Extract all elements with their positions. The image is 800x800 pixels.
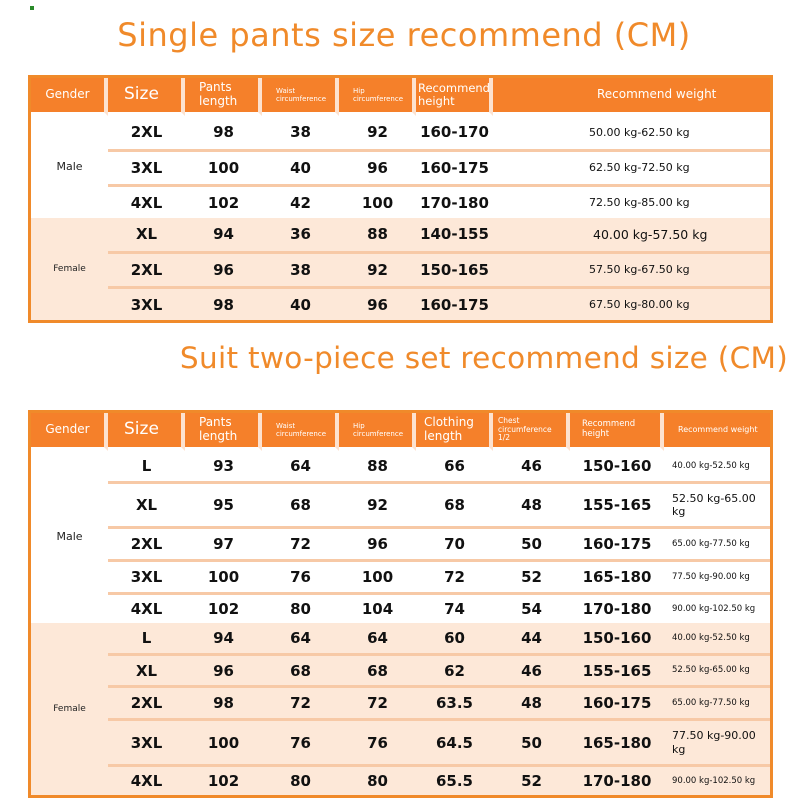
pants-cell: 95: [185, 484, 262, 530]
height-cell: 155-165: [570, 484, 664, 530]
size-cell: 2XL: [108, 254, 185, 290]
waist-cell: 64: [262, 623, 339, 656]
table-row: [31, 116, 770, 152]
pants-cell: 98: [185, 289, 262, 320]
pants-cell: 98: [185, 116, 262, 152]
header-recommend-weight: Recommend weight: [493, 78, 770, 116]
chest-cell: 52: [493, 767, 570, 795]
clothing-cell: 66: [416, 451, 493, 484]
chest-cell: 54: [493, 595, 570, 623]
height-cell: 165-180: [570, 721, 664, 767]
size-cell: XL: [108, 484, 185, 530]
height-cell: 160-175: [570, 688, 664, 721]
hip-cell: 64: [339, 623, 416, 656]
table-header-row: [31, 78, 770, 116]
hip-cell: 80: [339, 767, 416, 795]
waist-cell: 36: [262, 218, 339, 254]
header-waist: Waist circumference: [262, 413, 339, 451]
table-row: [31, 451, 770, 484]
header-recommend-weight: Recommend weight: [664, 413, 770, 451]
hip-cell: 104: [339, 595, 416, 623]
table-row: [31, 656, 770, 689]
clothing-cell: 64.5: [416, 721, 493, 767]
hip-cell: 72: [339, 688, 416, 721]
table-row: [31, 484, 770, 530]
weight-cell: 72.50 kg-85.00 kg: [493, 187, 770, 218]
size-cell: XL: [108, 656, 185, 689]
single-pants-title: Single pants size recommend (CM): [117, 16, 691, 54]
clothing-cell: 68: [416, 484, 493, 530]
height-cell: 140-155: [416, 218, 493, 254]
height-cell: 150-165: [416, 254, 493, 290]
pants-cell: 102: [185, 595, 262, 623]
table-row: [31, 767, 770, 795]
weight-cell: 90.00 kg-102.50 kg: [664, 767, 770, 795]
gender-cell: Female: [31, 623, 108, 795]
gender-cell: Female: [31, 218, 108, 320]
waist-cell: 68: [262, 484, 339, 530]
height-cell: 160-175: [416, 152, 493, 188]
table-row: [31, 289, 770, 320]
height-cell: 150-160: [570, 451, 664, 484]
height-cell: 160-175: [416, 289, 493, 320]
table-row: [31, 721, 770, 767]
waist-cell: 76: [262, 562, 339, 595]
waist-cell: 38: [262, 116, 339, 152]
height-cell: 170-180: [416, 187, 493, 218]
chest-cell: 52: [493, 562, 570, 595]
weight-cell: 52.50 kg-65.00 kg: [664, 484, 770, 530]
waist-cell: 72: [262, 688, 339, 721]
hip-cell: 88: [339, 451, 416, 484]
weight-cell: 50.00 kg-62.50 kg: [493, 116, 770, 152]
chest-cell: 46: [493, 451, 570, 484]
waist-cell: 76: [262, 721, 339, 767]
header-size: Size: [108, 78, 185, 116]
waist-cell: 80: [262, 595, 339, 623]
hip-cell: 96: [339, 152, 416, 188]
pants-cell: 100: [185, 152, 262, 188]
gender-cell: Male: [31, 451, 108, 623]
table-row: [31, 595, 770, 623]
height-cell: 160-175: [570, 529, 664, 562]
header-waist: Waist circumference: [262, 78, 339, 116]
size-cell: 2XL: [108, 688, 185, 721]
header-hip: Hip circumference: [339, 413, 416, 451]
weight-cell: 62.50 kg-72.50 kg: [493, 152, 770, 188]
height-cell: 165-180: [570, 562, 664, 595]
hip-cell: 92: [339, 116, 416, 152]
suit-set-size-table: [28, 410, 773, 798]
weight-cell: 40.00 kg-52.50 kg: [664, 623, 770, 656]
size-cell: 3XL: [108, 562, 185, 595]
hip-cell: 92: [339, 484, 416, 530]
waist-cell: 38: [262, 254, 339, 290]
clothing-cell: 72: [416, 562, 493, 595]
clothing-cell: 63.5: [416, 688, 493, 721]
header-gender: Gender: [31, 413, 108, 451]
pants-cell: 100: [185, 721, 262, 767]
pants-cell: 96: [185, 656, 262, 689]
pants-cell: 93: [185, 451, 262, 484]
chest-cell: 50: [493, 721, 570, 767]
header-hip: Hip circumference: [339, 78, 416, 116]
header-gender: Gender: [31, 78, 108, 116]
height-cell: 160-170: [416, 116, 493, 152]
chest-cell: 44: [493, 623, 570, 656]
header-recommend-height: Recommend height: [416, 78, 493, 116]
waist-cell: 42: [262, 187, 339, 218]
size-cell: 2XL: [108, 116, 185, 152]
waist-cell: 40: [262, 289, 339, 320]
size-cell: 3XL: [108, 289, 185, 320]
header-chest: Chest circumference 1/2: [493, 413, 570, 451]
height-cell: 170-180: [570, 595, 664, 623]
pants-cell: 102: [185, 767, 262, 795]
header-pants-length: Pants length: [185, 78, 262, 116]
clothing-cell: 70: [416, 529, 493, 562]
hip-cell: 96: [339, 529, 416, 562]
pants-cell: 94: [185, 623, 262, 656]
clothing-cell: 74: [416, 595, 493, 623]
pants-cell: 98: [185, 688, 262, 721]
chest-cell: 50: [493, 529, 570, 562]
header-pants-length: Pants length: [185, 413, 262, 451]
gender-cell: Male: [31, 116, 108, 218]
clothing-cell: 62: [416, 656, 493, 689]
hip-cell: 92: [339, 254, 416, 290]
pants-cell: 102: [185, 187, 262, 218]
weight-cell: 67.50 kg-80.00 kg: [493, 289, 770, 320]
pants-cell: 100: [185, 562, 262, 595]
weight-cell: 52.50 kg-65.00 kg: [664, 656, 770, 689]
corner-mark: [30, 6, 34, 10]
height-cell: 155-165: [570, 656, 664, 689]
waist-cell: 40: [262, 152, 339, 188]
pants-cell: 96: [185, 254, 262, 290]
weight-cell: 65.00 kg-77.50 kg: [664, 529, 770, 562]
table-row: [31, 623, 770, 656]
weight-cell: 40.00 kg-52.50 kg: [664, 451, 770, 484]
hip-cell: 68: [339, 656, 416, 689]
weight-cell: 77.50 kg-90.00 kg: [664, 562, 770, 595]
size-cell: 2XL: [108, 529, 185, 562]
hip-cell: 100: [339, 187, 416, 218]
single-pants-size-table: [28, 75, 773, 323]
table-header-row: [31, 413, 770, 451]
hip-cell: 88: [339, 218, 416, 254]
waist-cell: 72: [262, 529, 339, 562]
hip-cell: 96: [339, 289, 416, 320]
waist-cell: 68: [262, 656, 339, 689]
table-row: [31, 152, 770, 188]
pants-cell: 94: [185, 218, 262, 254]
height-cell: 150-160: [570, 623, 664, 656]
size-cell: 4XL: [108, 187, 185, 218]
waist-cell: 80: [262, 767, 339, 795]
header-size: Size: [108, 413, 185, 451]
hip-cell: 100: [339, 562, 416, 595]
waist-cell: 64: [262, 451, 339, 484]
chest-cell: 48: [493, 688, 570, 721]
size-cell: L: [108, 451, 185, 484]
weight-cell: 77.50 kg-90.00 kg: [664, 721, 770, 767]
size-cell: 3XL: [108, 152, 185, 188]
clothing-cell: 60: [416, 623, 493, 656]
weight-cell: 90.00 kg-102.50 kg: [664, 595, 770, 623]
weight-cell: 57.50 kg-67.50 kg: [493, 254, 770, 290]
suit-set-title: Suit two-piece set recommend size (CM): [179, 341, 789, 375]
table-row: [31, 218, 770, 254]
weight-cell: 40.00 kg-57.50 kg: [493, 218, 770, 254]
size-cell: 4XL: [108, 767, 185, 795]
chest-cell: 46: [493, 656, 570, 689]
size-cell: XL: [108, 218, 185, 254]
clothing-cell: 65.5: [416, 767, 493, 795]
hip-cell: 76: [339, 721, 416, 767]
header-clothing-length: Clothing length: [416, 413, 493, 451]
table-row: [31, 562, 770, 595]
header-recommend-height: Recommend height: [570, 413, 664, 451]
weight-cell: 65.00 kg-77.50 kg: [664, 688, 770, 721]
size-cell: 3XL: [108, 721, 185, 767]
size-cell: 4XL: [108, 595, 185, 623]
height-cell: 170-180: [570, 767, 664, 795]
chest-cell: 48: [493, 484, 570, 530]
table-row: [31, 688, 770, 721]
table-row: [31, 529, 770, 562]
table-row: [31, 187, 770, 218]
pants-cell: 97: [185, 529, 262, 562]
table-row: [31, 254, 770, 290]
size-cell: L: [108, 623, 185, 656]
